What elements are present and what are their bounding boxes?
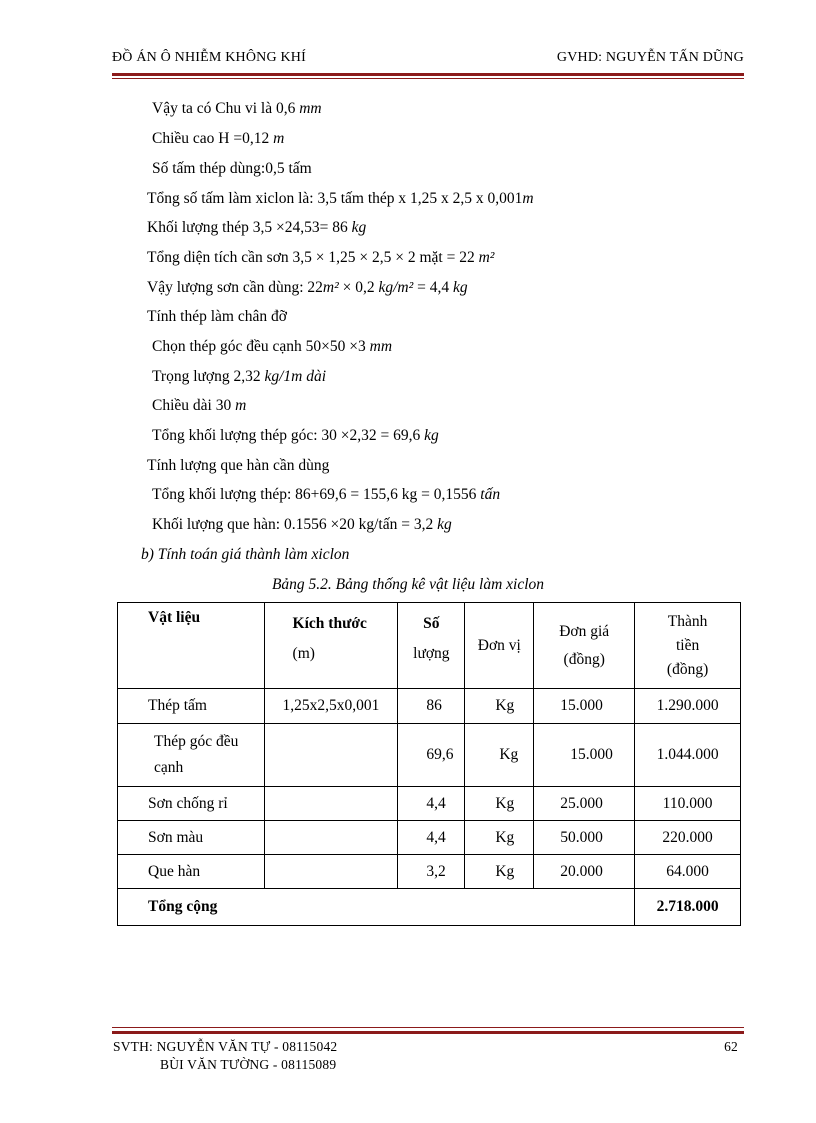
table-row	[118, 689, 741, 724]
cell-material: Que hàn	[118, 855, 265, 889]
footer-rule-thin	[112, 1027, 744, 1028]
body-line: Chọn thép góc đều cạnh 50×50 ×3 mm	[152, 338, 393, 355]
body-line: Tổng số tấm làm xiclon là: 3,5 tấm thép x 1,25 x 2,5 x 0,001m	[147, 190, 534, 207]
materials-table	[117, 602, 741, 926]
table-row	[118, 855, 741, 889]
cell-amount: 64.000	[635, 855, 741, 889]
total-value: 2.718.000	[635, 889, 741, 926]
cell-material: Thép góc đều cạnh	[118, 724, 265, 787]
cell-unit: Kg	[465, 724, 534, 787]
table-caption: Bảng 5.2. Bảng thống kê vật liệu làm xiclon	[271, 576, 545, 593]
table-total-row	[118, 889, 741, 926]
body-line: Khối lượng que hàn: 0.1556 ×20 kg/tấn = 3,2 kg	[152, 516, 452, 533]
body-line: Vậy lượng sơn cần dùng: 22m² × 0,2 kg/m² = 4,4 kg	[147, 279, 468, 296]
footer-student-2: BÙI VĂN TƯỜNG - 08115089	[160, 1057, 337, 1072]
body-line: Chiều cao H =0,12 m	[152, 130, 285, 147]
cell-size: 1,25x2,5x0,001	[264, 689, 398, 724]
cell-size	[264, 821, 398, 855]
cell-size	[264, 724, 398, 787]
table-header-row	[118, 603, 741, 689]
cell-quantity: 4,4	[398, 821, 465, 855]
body-line: Khối lượng thép 3,5 ×24,53= 86 kg	[147, 219, 367, 236]
cell-material: Sơn màu	[118, 821, 265, 855]
header-title: ĐỒ ÁN Ô NHIỄM KHÔNG KHÍ	[112, 50, 306, 65]
cell-amount: 220.000	[635, 821, 741, 855]
body-line: Tổng khối lượng thép: 86+69,6 = 155,6 kg = 0,1556 tấn	[152, 486, 501, 503]
col-header-material: Vật liệu	[118, 603, 265, 689]
cell-unit: Kg	[465, 855, 534, 889]
section-heading: b) Tính toán giá thành làm xiclon	[141, 546, 350, 563]
footer-student-1: SVTH: NGUYỄN VĂN TỰ - 08115042	[113, 1039, 338, 1054]
header-rule	[112, 73, 744, 76]
body-line: Số tấm thép dùng:0,5 tấm	[152, 160, 312, 177]
body-line: Tổng khối lượng thép góc: 30 ×2,32 = 69,6 kg	[152, 427, 439, 444]
cell-quantity: 69,6	[398, 724, 465, 787]
body-line: Vậy ta có Chu vi là 0,6 mm	[152, 100, 322, 117]
cell-quantity: 3,2	[398, 855, 465, 889]
cell-size	[264, 855, 398, 889]
table-row	[118, 821, 741, 855]
cell-price: 50.000	[534, 821, 635, 855]
col-header-size: Kích thước (m)	[264, 603, 398, 689]
body-line: Tính thép làm chân đỡ	[147, 308, 287, 325]
cell-material: Thép tấm	[118, 689, 265, 724]
cell-unit: Kg	[465, 787, 534, 821]
cell-unit: Kg	[465, 821, 534, 855]
table-row	[118, 787, 741, 821]
cell-amount: 1.044.000	[635, 724, 741, 787]
col-header-amount: Thành tiền (đồng)	[635, 603, 741, 689]
cell-price: 20.000	[534, 855, 635, 889]
header-rule-thin	[112, 78, 744, 79]
cell-quantity: 86	[398, 689, 465, 724]
cell-amount: 110.000	[635, 787, 741, 821]
cell-price: 25.000	[534, 787, 635, 821]
header-advisor: GVHD: NGUYỄN TẤN DŨNG	[556, 50, 744, 65]
cell-quantity: 4,4	[398, 787, 465, 821]
col-header-unit: Đơn vị	[465, 603, 534, 689]
page-header	[112, 50, 744, 72]
cell-unit: Kg	[465, 689, 534, 724]
body-line: Chiều dài 30 m	[152, 397, 247, 414]
table-row	[118, 724, 741, 787]
body-line: Tính lượng que hàn cần dùng	[147, 457, 330, 474]
cell-price: 15.000	[534, 689, 635, 724]
cell-material: Sơn chống rỉ	[118, 787, 265, 821]
col-header-price: Đơn giá (đồng)	[534, 603, 635, 689]
cell-amount: 1.290.000	[635, 689, 741, 724]
total-label: Tổng cộng	[118, 889, 635, 926]
body-line: Trọng lượng 2,32 kg/1m dài	[152, 368, 327, 385]
footer-rule	[112, 1031, 744, 1034]
body-line: Tổng diện tích cần sơn 3,5 × 1,25 × 2,5 × 2 mặt = 22 m²	[147, 249, 495, 266]
cell-price: 15.000	[534, 724, 635, 787]
page-number: 62	[724, 1039, 738, 1054]
col-header-quantity: Số lượng	[398, 603, 465, 689]
cell-size	[264, 787, 398, 821]
